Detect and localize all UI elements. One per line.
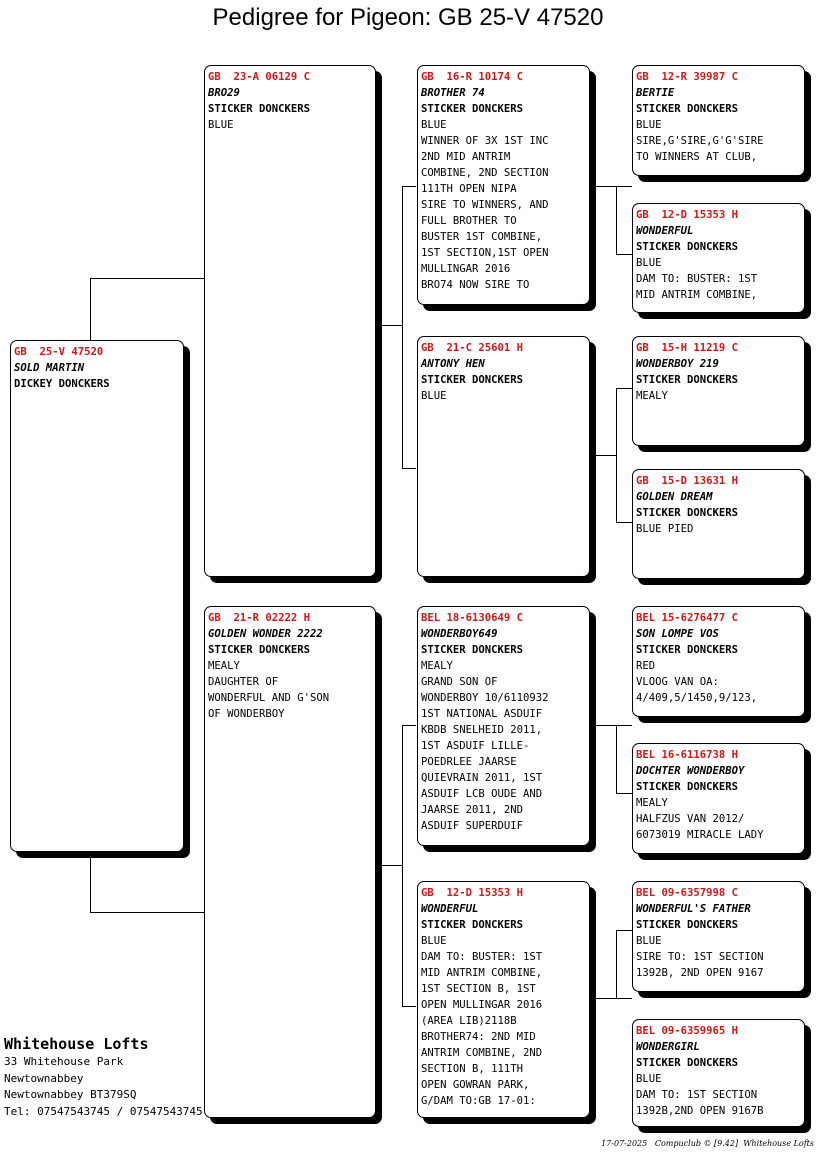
note-line: 4/409,5/1450,9/123,	[636, 692, 758, 704]
connector-line	[616, 388, 617, 522]
owner-name: Whitehouse Lofts	[4, 1035, 149, 1053]
pigeon-color: BLUE	[208, 119, 234, 131]
breeder-name: STICKER DONCKERS	[421, 919, 524, 931]
note-line: ANTRIM COMBINE, 2ND	[421, 1047, 543, 1059]
ring-number: GB 21-C 25601 H	[421, 342, 524, 354]
pigeon-color: BLUE	[421, 119, 447, 131]
breeder-name: STICKER DONCKERS	[636, 374, 739, 386]
note-line: 1ST SECTION B, 1ST	[421, 983, 536, 995]
note-line: OF WONDERBOY	[208, 708, 285, 720]
footer-loft: Whitehouse Lofts	[743, 1139, 814, 1148]
connector-line	[616, 793, 632, 794]
pigeon-name: GOLDEN DREAM	[636, 491, 713, 503]
note-line: 111TH OPEN NIPA	[421, 183, 517, 195]
note-line: BROTHER74: 2ND MID	[421, 1031, 536, 1043]
note-line: SIRE TO: 1ST SECTION	[636, 951, 764, 963]
breeder-name: STICKER DONCKERS	[636, 241, 739, 253]
pigeon-card-sire-sire[interactable]	[417, 65, 590, 305]
note-line: VLOOG VAN OA:	[636, 676, 719, 688]
pigeon-card-dam-dam[interactable]	[417, 881, 590, 1118]
breeder-name: DICKEY DONCKERS	[14, 378, 110, 390]
pigeon-card-sire-dam-dam[interactable]	[632, 469, 805, 579]
connector-line	[616, 522, 632, 523]
note-line: TO WINNERS AT CLUB,	[636, 151, 758, 163]
pigeon-name: ANTONY HEN	[421, 358, 485, 370]
breeder-name: STICKER DONCKERS	[636, 644, 739, 656]
pigeon-color: MEALY	[208, 660, 240, 672]
ring-number: GB 15-D 13631 H	[636, 475, 739, 487]
breeder-name: STICKER DONCKERS	[636, 1057, 739, 1069]
breeder-name: STICKER DONCKERS	[208, 103, 311, 115]
note-line: (AREA LIB)2118B	[421, 1015, 517, 1027]
ring-number: BEL 18-6130649 C	[421, 612, 524, 624]
note-line: BUSTER 1ST COMBINE,	[421, 231, 543, 243]
pigeon-name: WONDERFUL	[421, 903, 479, 915]
ring-number: BEL 15-6276477 C	[636, 612, 739, 624]
breeder-name: STICKER DONCKERS	[208, 644, 311, 656]
note-line: SIRE TO WINNERS, AND	[421, 199, 549, 211]
note-line: ASDUIF SUPERDUIF	[421, 820, 524, 832]
pigeon-name: WONDERBOY 219	[636, 358, 719, 370]
pigeon-card-sire[interactable]	[204, 65, 376, 577]
note-line: FULL BROTHER TO	[421, 215, 517, 227]
pigeon-card-sire-dam-sire[interactable]	[632, 336, 805, 446]
pigeon-name: BERTIE	[636, 87, 675, 99]
pigeon-name: WONDERFUL'S FATHER	[636, 903, 751, 915]
breeder-name: STICKER DONCKERS	[421, 644, 524, 656]
pigeon-card-dam-sire[interactable]	[417, 606, 590, 846]
connector-line	[402, 1006, 416, 1007]
connector-line	[616, 930, 632, 931]
connector-line	[402, 186, 416, 187]
breeder-name: STICKER DONCKERS	[421, 103, 524, 115]
pigeon-card-sire-sire-sire[interactable]	[632, 65, 805, 176]
breeder-name: STICKER DONCKERS	[636, 919, 739, 931]
connector-line	[596, 186, 632, 187]
connector-line	[402, 186, 403, 468]
breeder-name: STICKER DONCKERS	[636, 781, 739, 793]
connector-line	[616, 388, 632, 389]
pigeon-color: RED	[636, 660, 656, 672]
connector-line	[402, 725, 416, 726]
connector-line	[596, 455, 616, 456]
owner-info	[4, 1034, 203, 1120]
ring-number: GB 12-R 39987 C	[636, 71, 739, 83]
note-line: MID ANTRIM COMBINE,	[421, 967, 543, 979]
pigeon-notes	[421, 949, 586, 1109]
page-title: Pedigree for Pigeon: GB 25-V 47520	[212, 4, 604, 31]
note-line: OPEN GOWRAN PARK,	[421, 1079, 530, 1091]
pigeon-card-sire-sire-dam[interactable]	[632, 203, 805, 313]
note-line: DAM TO: 1ST SECTION	[636, 1089, 758, 1101]
breeder-name: STICKER DONCKERS	[421, 374, 524, 386]
connector-line	[90, 858, 91, 912]
pigeon-card-dam[interactable]	[204, 606, 376, 1118]
pigeon-name: DOCHTER WONDERBOY	[636, 765, 745, 777]
pigeon-color: BLUE	[636, 935, 662, 947]
pigeon-name: SOLD MARTIN	[14, 362, 85, 374]
connector-line	[402, 725, 403, 1006]
ring-number: GB 16-R 10174 C	[421, 71, 524, 83]
pigeon-color: BLUE	[636, 1073, 662, 1085]
breeder-name: STICKER DONCKERS	[636, 507, 739, 519]
ring-number: BEL 16-6116738 H	[636, 749, 739, 761]
note-line: 1392B, 2ND OPEN 9167	[636, 967, 764, 979]
note-line: BRO74 NOW SIRE TO	[421, 279, 530, 291]
pigeon-notes	[421, 133, 586, 293]
note-line: 6073019 MIRACLE LADY	[636, 829, 764, 841]
note-line: MULLINGAR 2016	[421, 263, 511, 275]
owner-address-line: 33 Whitehouse Park	[4, 1055, 124, 1068]
note-line: 2ND MID ANTRIM	[421, 151, 511, 163]
pigeon-card-subject[interactable]	[10, 340, 184, 852]
note-line: OPEN MULLINGAR 2016	[421, 999, 543, 1011]
note-line: COMBINE, 2ND SECTION	[421, 167, 549, 179]
note-line: 1ST SECTION,1ST OPEN	[421, 247, 549, 259]
connector-line	[616, 254, 632, 255]
connector-line	[90, 278, 204, 279]
note-line: MID ANTRIM COMBINE,	[636, 289, 758, 301]
pigeon-color: BLUE	[421, 390, 447, 402]
note-line: HALFZUS VAN 2012/	[636, 813, 745, 825]
note-line: WINNER OF 3X 1ST INC	[421, 135, 549, 147]
note-line: SIRE,G'SIRE,G'G'SIRE	[636, 135, 764, 147]
connector-line	[402, 468, 416, 469]
ring-number: GB 12-D 15353 H	[421, 887, 524, 899]
pigeon-card-sire-dam[interactable]	[417, 336, 590, 577]
footer-software: Compuclub © [9.42]	[654, 1139, 739, 1148]
connector-line	[378, 325, 402, 326]
connector-line	[616, 930, 617, 998]
pigeon-card-dam-dam-dam[interactable]	[632, 1019, 805, 1127]
connector-line	[596, 725, 632, 726]
owner-phone: Tel: 07547543745 / 07547543745	[4, 1104, 203, 1118]
note-line: ASDUIF LCB OUDE AND	[421, 788, 543, 800]
note-line: SECTION B, 111TH	[421, 1063, 524, 1075]
pigeon-name: SON LOMPE VOS	[636, 628, 719, 640]
pigeon-color: BLUE PIED	[636, 523, 694, 535]
note-line: 1392B,2ND OPEN 9167B	[636, 1105, 764, 1117]
pigeon-card-dam-dam-sire[interactable]	[632, 881, 805, 992]
footer-date: 17-07-2025	[601, 1139, 648, 1148]
pigeon-color: MEALY	[636, 390, 668, 402]
note-line: G/DAM TO:GB 17-01:	[421, 1095, 536, 1107]
pigeon-name: WONDERBOY649	[421, 628, 498, 640]
note-line: JAARSE 2011, 2ND	[421, 804, 524, 816]
pigeon-card-dam-sire-dam[interactable]	[632, 743, 805, 854]
ring-number: BEL 09-6357998 C	[636, 887, 739, 899]
pigeon-name: BRO29	[208, 87, 240, 99]
connector-line	[616, 725, 617, 793]
pigeon-color: BLUE	[636, 119, 662, 131]
ring-number: GB 25-V 47520	[14, 346, 104, 358]
ring-number: GB 12-D 15353 H	[636, 209, 739, 221]
ring-number: GB 23-A 06129 C	[208, 71, 311, 83]
ring-number: GB 15-H 11219 C	[636, 342, 739, 354]
pigeon-color: MEALY	[421, 660, 453, 672]
note-line: 1ST ASDUIF LILLE-	[421, 740, 530, 752]
ring-number: BEL 09-6359965 H	[636, 1025, 739, 1037]
note-line: KBDB SNELHEID 2011,	[421, 724, 543, 736]
connector-line	[378, 865, 402, 866]
note-line: WONDERBOY 10/6110932	[421, 692, 549, 704]
note-line: POEDRLEE JAARSE	[421, 756, 517, 768]
note-line: DAM TO: BUSTER: 1ST	[636, 273, 758, 285]
breeder-name: STICKER DONCKERS	[636, 103, 739, 115]
owner-address-line: Newtownabbey	[4, 1071, 84, 1085]
connector-line	[90, 912, 204, 913]
pigeon-color: BLUE	[636, 257, 662, 269]
pigeon-notes	[421, 674, 586, 834]
pigeon-color: BLUE	[421, 935, 447, 947]
note-line: DAUGHTER OF	[208, 676, 279, 688]
owner-address-line: Newtownabbey BT379SQ	[4, 1088, 137, 1101]
note-line: 1ST NATIONAL ASDUIF	[421, 708, 543, 720]
pigeon-name: BROTHER 74	[421, 87, 485, 99]
connector-line	[616, 186, 617, 254]
footer	[601, 1139, 814, 1148]
note-line: QUIEVRAIN 2011, 1ST	[421, 772, 543, 784]
pigeon-card-dam-sire-sire[interactable]	[632, 606, 805, 717]
note-line: DAM TO: BUSTER: 1ST	[421, 951, 543, 963]
pigeon-name: WONDERFUL	[636, 225, 694, 237]
pigeon-color: MEALY	[636, 797, 668, 809]
pigeon-name: WONDERGIRL	[636, 1041, 700, 1053]
ring-number: GB 21-R 02222 H	[208, 612, 311, 624]
note-line: WONDERFUL AND G'SON	[208, 692, 330, 704]
connector-line	[596, 998, 632, 999]
pigeon-notes	[208, 674, 372, 722]
connector-line	[90, 278, 91, 340]
pigeon-name: GOLDEN WONDER 2222	[208, 628, 323, 640]
note-line: GRAND SON OF	[421, 676, 498, 688]
